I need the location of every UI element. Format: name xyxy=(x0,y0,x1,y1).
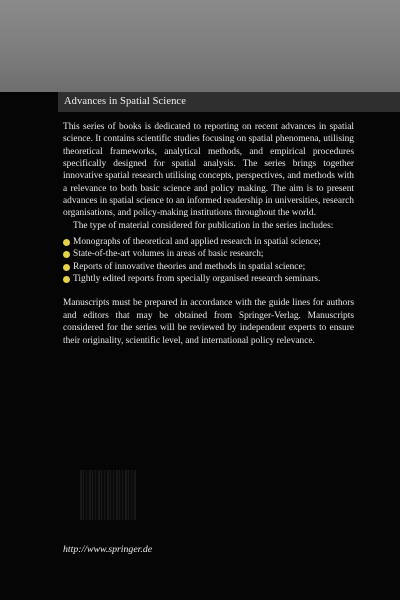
description-block xyxy=(63,121,354,347)
list-item-text: State-of-the-art volumes in areas of basic research; xyxy=(73,249,264,260)
list-item xyxy=(63,261,354,273)
list-item-text: Monographs of theoretical and applied research in spatial science; xyxy=(73,237,321,248)
list-item-text: Tightly edited reports from specially organised research seminars. xyxy=(73,274,321,285)
material-type-list xyxy=(63,236,354,285)
springer-url-link[interactable]: http://www.springer.de xyxy=(63,544,153,555)
bullet-dot-icon xyxy=(63,251,70,258)
bullet-dot-icon xyxy=(63,264,70,271)
barcode-icon xyxy=(80,470,136,520)
list-item xyxy=(63,248,354,260)
list-item xyxy=(63,273,354,285)
list-item xyxy=(63,236,354,248)
cover-top-band xyxy=(0,0,400,92)
material-type-paragraph: The type of material considered for publication in the series includes: xyxy=(73,220,334,231)
list-item-text: Reports of innovative theories and methods in spatial science; xyxy=(73,261,306,272)
series-title: Advances in Spatial Science xyxy=(64,96,186,107)
closing-paragraph: Manuscripts must be prepared in accordance with the guide lines for authors and editors that may be obtained from Springer-Verlag. Manuscripts considered for the series will be reviewed by independent experts to ensure their originality, scientific level, and international policy relevance. xyxy=(63,298,354,346)
intro-paragraph: This series of books is dedicated to reporting on recent advances in spatial science. It contains scientific studies focusing on spatial phenomena, utilising theoretical frameworks, analytical methods, and empirical procedures specifically designed for spatial analysis. The series brings together innovative spatial research utilising concepts, perspectives, and methods with a relevance to both basic science and policy making. The aim is to present advances in spatial science to an informed readership in universities, research organisations, and policy-making institutions throughout the world. xyxy=(63,122,354,219)
bullet-dot-icon xyxy=(63,276,70,283)
bullet-dot-icon xyxy=(63,239,70,246)
